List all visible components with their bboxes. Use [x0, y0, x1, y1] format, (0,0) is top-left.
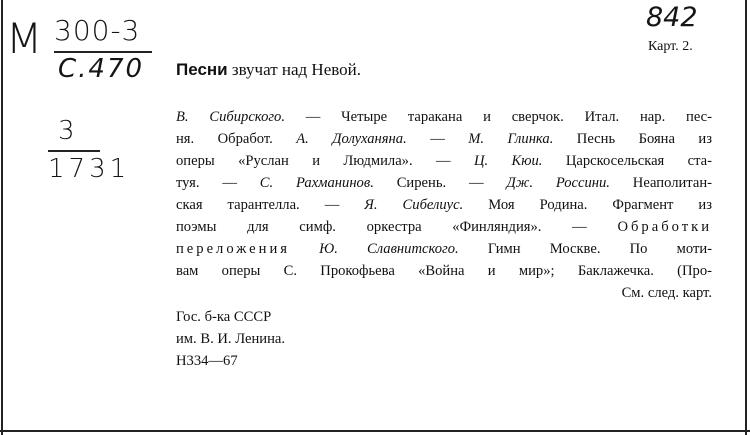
author-name: Ю. Славнитского.	[319, 241, 459, 257]
imprint-line-2: им. В. И. Ленина.	[176, 331, 286, 347]
description-text: оперы «Руслан и Людмила». —	[176, 153, 474, 169]
description-text: Песнь Бояна из	[553, 131, 712, 147]
description-line	[176, 106, 712, 128]
description-text: Неаполитан-	[609, 175, 713, 191]
description-line	[176, 194, 712, 216]
description-text: ская тарантелла. —	[176, 197, 365, 213]
description-line	[176, 238, 712, 260]
spaced-text: переложения	[176, 241, 290, 257]
description-text: Гимн Москве. По моти-	[458, 241, 712, 257]
author-name: Я. Сибелиус.	[364, 197, 464, 213]
description-text: поэмы для симф. оркестра «Финляндия». —	[176, 219, 618, 235]
description-text: —	[406, 131, 469, 147]
card-title	[176, 60, 361, 80]
author-name: Дж. Россини.	[506, 175, 610, 191]
shelf-mark-bottom: С.470	[58, 54, 145, 84]
imprint-code: Н334—67	[176, 353, 238, 369]
shelf-mark-top: 300-3	[54, 14, 141, 47]
library-imprint	[176, 306, 285, 372]
description-text	[290, 241, 319, 257]
author-name: М. Глинка.	[468, 131, 554, 147]
imprint-line-1: Гос. б-ка СССР	[176, 309, 272, 325]
shelf-mark-divider	[54, 51, 152, 53]
card-right-edge	[745, 0, 747, 435]
description-line	[176, 128, 712, 150]
description-text: вам оперы С. Прокофьева «Война и мир»; Баклажечка. (Про-	[176, 263, 712, 279]
author-name: С. Рахманинов.	[259, 175, 374, 191]
description-text: ня. Обработ.	[176, 131, 297, 147]
handwritten-letter: М	[6, 14, 41, 63]
card-left-edge	[1, 0, 3, 435]
author-name: В. Сибирского.	[176, 109, 285, 125]
see-next-card: См. след. карт.	[621, 285, 712, 301]
description-text: туя. —	[176, 175, 260, 191]
description-line	[176, 150, 712, 172]
author-name: Ц. Кюи.	[473, 153, 543, 169]
continuation-note	[176, 282, 712, 304]
handwritten-number: 842	[646, 2, 698, 33]
description-line	[176, 260, 712, 282]
card-bottom-edge	[0, 430, 750, 432]
card-number-label: Карт. 2.	[648, 39, 693, 54]
description-text: Моя Родина. Фрагмент из	[463, 197, 713, 213]
title-bold: Песни	[176, 60, 228, 79]
description-text: Царскосельская ста-	[542, 153, 713, 169]
description-text: Сирень. —	[373, 175, 507, 191]
description-line	[176, 216, 712, 238]
description-line	[176, 172, 712, 194]
description-text: — Четыре таракана и сверчок. Итал. нар. пес-	[285, 109, 712, 125]
inventory-fraction-divider	[48, 150, 100, 152]
title-rest: звучат над Невой.	[227, 60, 361, 79]
author-name: А. Долуханяна.	[296, 131, 407, 147]
card-description	[176, 106, 712, 304]
spaced-text: Обработки	[617, 219, 712, 235]
inventory-fraction-top: 3	[58, 116, 75, 146]
inventory-fraction-bottom: 1731	[48, 154, 131, 184]
